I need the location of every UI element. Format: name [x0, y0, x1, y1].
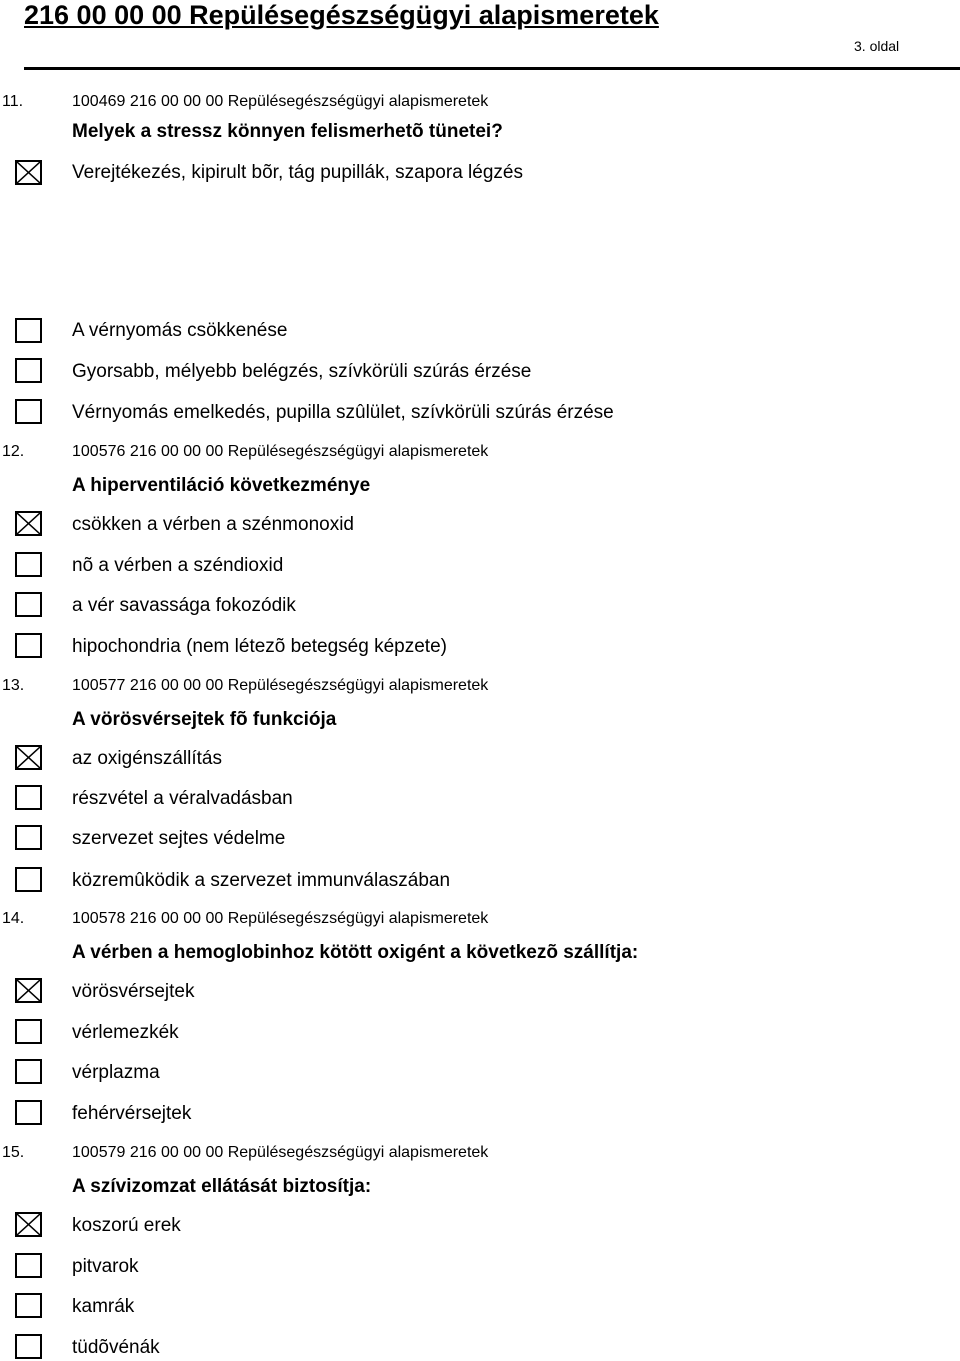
answer-checkbox[interactable] — [15, 785, 42, 810]
answer-checkbox[interactable] — [15, 552, 42, 577]
answer-text: fehérvérsejtek — [72, 1103, 192, 1124]
answer-text: a vér savassága fokozódik — [72, 595, 296, 616]
answer-checkbox[interactable] — [15, 1253, 42, 1278]
answer-text: A vérnyomás csökkenése — [72, 320, 288, 341]
answer-checkbox[interactable] — [15, 1100, 42, 1125]
question-text: A hiperventiláció következménye — [72, 475, 371, 496]
question-code: 100578 216 00 00 00 Repülésegészségügyi alapismeretek — [72, 910, 489, 927]
answer-text: pitvarok — [72, 1256, 139, 1277]
checkmark-x-icon — [17, 980, 40, 1001]
checkmark-x-icon — [17, 747, 40, 768]
answer-text: vérplazma — [72, 1062, 160, 1083]
question-number: 15. — [2, 1144, 25, 1161]
question-code: 100469 216 00 00 00 Repülésegészségügyi alapismeretek — [72, 93, 489, 110]
page-number: 3. oldal — [854, 38, 900, 54]
answer-checkbox[interactable] — [15, 592, 42, 617]
checkmark-x-icon — [17, 1214, 40, 1235]
answer-checkbox[interactable] — [15, 1059, 42, 1084]
question-text: Melyek a stressz könnyen felismerhetõ tünetei? — [72, 121, 503, 142]
answer-checkbox-checked[interactable] — [15, 511, 42, 536]
answer-checkbox[interactable] — [15, 399, 42, 424]
question-number: 14. — [2, 910, 25, 927]
question-number: 11. — [2, 93, 24, 110]
answer-text: vérlemezkék — [72, 1022, 179, 1043]
answer-checkbox-checked[interactable] — [15, 160, 42, 185]
question-number: 13. — [2, 677, 25, 694]
answer-text: szervezet sejtes védelme — [72, 828, 286, 849]
answer-text: hipochondria (nem létezõ betegség képzete) — [72, 636, 447, 657]
answer-text: részvétel a véralvadásban — [72, 788, 293, 809]
answer-checkbox-checked[interactable] — [15, 745, 42, 770]
answer-text: Verejtékezés, kipirult bõr, tág pupillák, szapora légzés — [72, 162, 523, 183]
question-text: A vérben a hemoglobinhoz kötött oxigént a következõ szállítja: — [72, 942, 639, 963]
answer-checkbox[interactable] — [15, 318, 42, 343]
answer-checkbox[interactable] — [15, 825, 42, 850]
answer-checkbox-checked[interactable] — [15, 1212, 42, 1237]
question-code: 100579 216 00 00 00 Repülésegészségügyi alapismeretek — [72, 1144, 489, 1161]
answer-text: tüdõvénák — [72, 1337, 160, 1358]
answer-text: Vérnyomás emelkedés, pupilla szûlület, szívkörüli szúrás érzése — [72, 402, 614, 423]
answer-text: koszorú erek — [72, 1215, 181, 1236]
header-divider — [24, 67, 960, 70]
answer-text: kamrák — [72, 1296, 135, 1317]
answer-checkbox[interactable] — [15, 1334, 42, 1359]
answer-checkbox[interactable] — [15, 358, 42, 383]
question-text: A vörösvérsejtek fõ funkciója — [72, 709, 337, 730]
question-code: 100577 216 00 00 00 Repülésegészségügyi alapismeretek — [72, 677, 489, 694]
page-title: 216 00 00 00 Repülésegészségügyi alapismeretek — [24, 0, 659, 30]
answer-checkbox[interactable] — [15, 1019, 42, 1044]
answer-checkbox[interactable] — [15, 633, 42, 658]
answer-text: vörösvérsejtek — [72, 981, 195, 1002]
answer-text: közremûködik a szervezet immunválaszában — [72, 870, 451, 891]
question-text: A szívizomzat ellátását biztosítja: — [72, 1176, 372, 1197]
answer-checkbox[interactable] — [15, 1293, 42, 1318]
answer-text: az oxigénszállítás — [72, 748, 222, 769]
answer-checkbox-checked[interactable] — [15, 978, 42, 1003]
answer-text: nõ a vérben a széndioxid — [72, 555, 284, 576]
answer-text: Gyorsabb, mélyebb belégzés, szívkörüli szúrás érzése — [72, 361, 532, 382]
answer-text: csökken a vérben a szénmonoxid — [72, 514, 354, 535]
checkmark-x-icon — [17, 513, 40, 534]
answer-checkbox[interactable] — [15, 867, 42, 892]
question-code: 100576 216 00 00 00 Repülésegészségügyi alapismeretek — [72, 443, 489, 460]
question-number: 12. — [2, 443, 25, 460]
checkmark-x-icon — [17, 162, 40, 183]
